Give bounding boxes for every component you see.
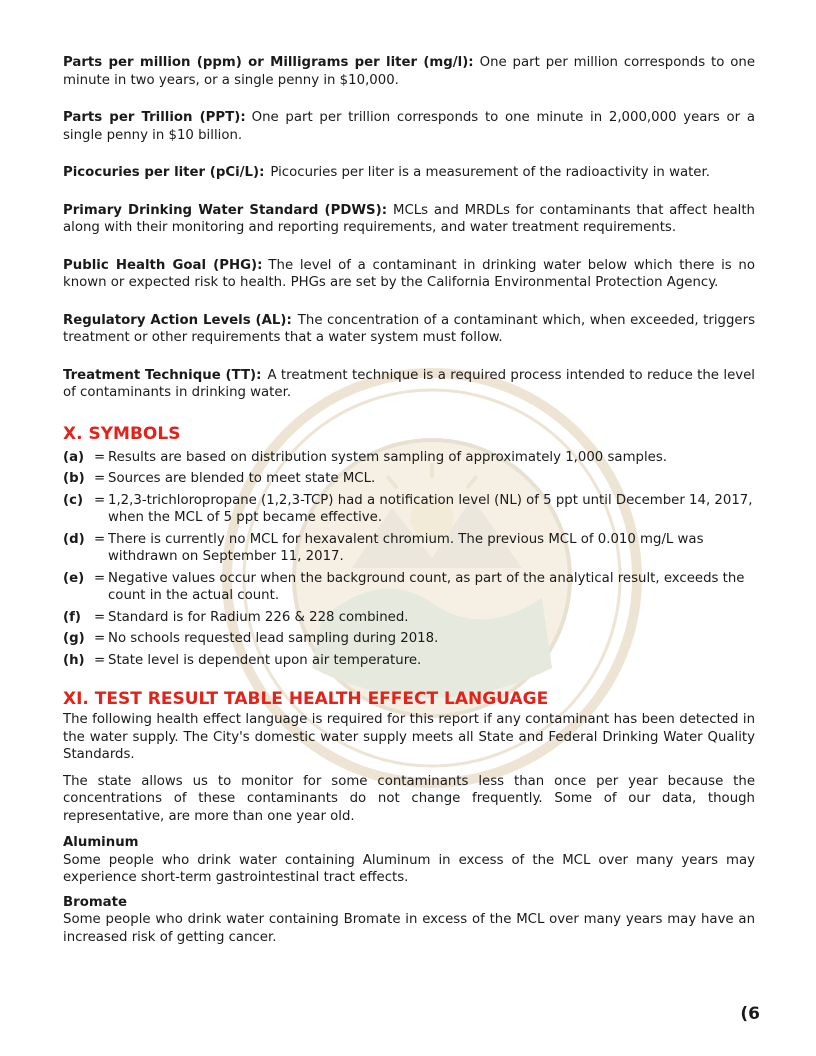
definition-term: Parts per Trillion (PPT): [63, 110, 246, 125]
symbol-item [63, 449, 755, 467]
symbol-code: (g) [63, 631, 85, 646]
definition-pdws [63, 202, 755, 237]
symbol-code: (d) [63, 531, 85, 547]
symbol-item [63, 531, 755, 566]
definition-phg [63, 257, 755, 292]
symbol-text: 1,2,3-trichloropropane (1,2,3-TCP) had a notification level (NL) of 5 ppt until December 14, 2017, when the MCL of 5 ppt became effective. [108, 492, 753, 525]
definition-text: Picocuries per liter is a measurement of the radioactivity in water. [270, 165, 710, 180]
symbol-equals: = [94, 652, 106, 668]
definition-text: A treatment technique is a required process intended to reduce the level of contaminants in drinking water. [63, 367, 756, 400]
definition-term: Picocuries per liter (pCi/L): [63, 165, 265, 180]
definition-text: One part per million corresponds to one minute in two years, or a single penny in $10,000. [63, 55, 755, 88]
definition-term: Public Health Goal (PHG): [63, 257, 263, 273]
contaminant-name: Bromate [63, 894, 128, 910]
symbol-text: State level is dependent upon air temperature. [108, 652, 422, 668]
definition-text: One part per trillion corresponds to one minute in 2,000,000 years or a single penny in $10 billion. [63, 110, 755, 143]
symbols-section-title: X. SYMBOLS [63, 423, 181, 444]
symbol-item [63, 470, 755, 488]
symbol-code: (f) [63, 609, 81, 625]
contaminant-name: Aluminum [63, 835, 139, 850]
definition-term: Parts per million (ppm) or Milligrams per liter (mg/l): [63, 55, 474, 70]
symbol-equals: = [94, 492, 106, 508]
health-intro-paragraph: The following health effect language is required for this report if any contaminant has been detected in the water supply. The City's domestic water supply meets all State and Federal Drinking Water Quality Standards. [63, 712, 755, 762]
page-number: (6 [740, 1004, 760, 1024]
health-section-title: XI. TEST RESULT TABLE HEALTH EFFECT LANGUAGE [63, 689, 549, 709]
definition-tt [63, 367, 755, 402]
symbol-text: Sources are blended to meet state MCL. [108, 471, 376, 486]
symbol-equals: = [94, 570, 106, 586]
symbol-equals: = [94, 449, 106, 465]
definition-term: Regulatory Action Levels (AL): [63, 312, 292, 328]
symbol-item [63, 630, 755, 648]
symbol-item [63, 492, 755, 527]
symbol-text: Negative values occur when the background count, as part of the analytical result, exceeds the count in the actual count. [108, 570, 745, 603]
symbol-code: (a) [63, 449, 85, 465]
symbol-text: No schools requested lead sampling during 2018. [108, 631, 439, 646]
contaminant-text: Some people who drink water containing Bromate in excess of the MCL over many years may have an increased risk of getting cancer. [63, 912, 755, 945]
symbol-code: (h) [63, 652, 85, 668]
definition-ppt [63, 109, 755, 144]
symbol-text: There is currently no MCL for hexavalent chromium. The previous MCL of 0.010 mg/L was withdrawn on September 11, 2017. [108, 531, 704, 564]
definition-term: Primary Drinking Water Standard (PDWS): [63, 202, 388, 218]
symbol-equals: = [94, 471, 106, 486]
health-monitoring-paragraph: The state allows us to monitor for some contaminants less than once per year because the concentrations of these contaminants do not change frequently. Some of our data, though representative, are more than one year old. [63, 773, 755, 824]
symbol-item [63, 570, 755, 605]
symbol-code: (e) [63, 570, 85, 586]
symbol-text: Results are based on distribution system sampling of approximately 1,000 samples. [108, 449, 667, 465]
definition-text: The concentration of a contaminant which, when exceeded, triggers treatment or other requirements that a water system must follow. [63, 312, 755, 345]
symbol-item [63, 609, 755, 627]
symbol-item [63, 652, 755, 670]
definitions-list [63, 54, 755, 402]
definition-text: MCLs and MRDLs for contaminants that affect health along with their monitoring and reporting requirements, and water treatment requirements. [63, 202, 755, 235]
definition-pci [63, 164, 755, 182]
symbol-code: (b) [63, 471, 85, 486]
document-body [63, 54, 755, 953]
symbol-code: (c) [63, 492, 84, 508]
definition-term: Treatment Technique (TT): [63, 367, 262, 383]
definition-ppm [63, 54, 755, 89]
symbols-list [63, 449, 755, 670]
symbol-text: Standard is for Radium 226 & 228 combined. [108, 609, 409, 625]
contaminant-text: Some people who drink water containing Aluminum in excess of the MCL over many years may experience short-term gastrointestinal tract effects. [63, 852, 755, 885]
symbol-equals: = [94, 609, 106, 625]
symbol-equals: = [94, 631, 106, 646]
definition-al [63, 312, 755, 347]
symbol-equals: = [94, 531, 106, 547]
definition-text: The level of a contaminant in drinking water below which there is no known or expected risk to health. PHGs are set by the California Environmental Protection Agency. [63, 257, 755, 290]
